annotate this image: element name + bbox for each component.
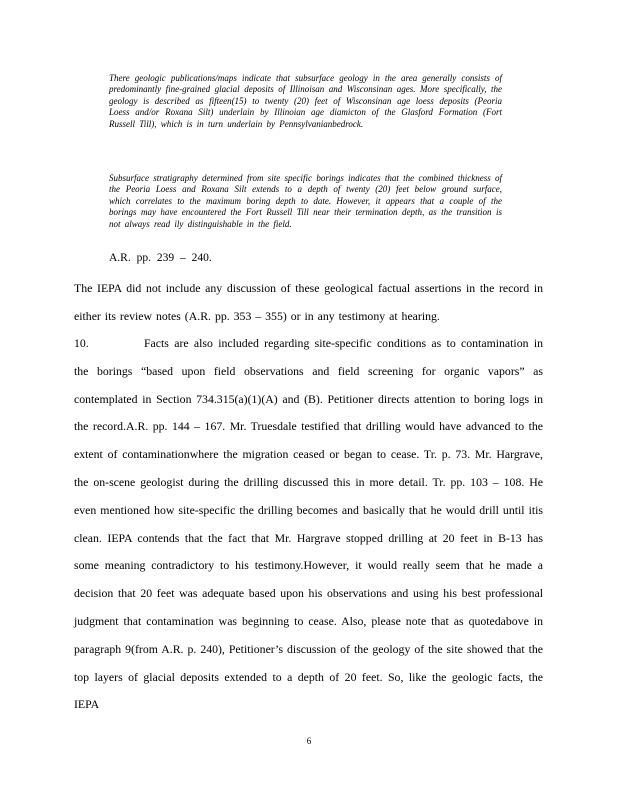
- paragraph-number: 10.: [74, 336, 89, 350]
- quote-citation: A.R. pp. 239 – 240.: [109, 252, 212, 264]
- block-quote-geology-publications: There geologic publications/maps indicate that subsurface geology in the area generally consists of predominantly fine-grained glacial deposits of Illinoisan and Wisconsinan ages. More specifically, the geology is described as fifteen(15) to twenty (20) feet of Wisconsinan age loess deposits (Peoria Loess and/or Roxana Silt) underlain by Illinoian age diamicton of the Glasford Formation (Fort Russell Till), which is in turn underlain by Pennsylvanianbedrock.: [109, 73, 502, 129]
- paragraph-10: [74, 330, 543, 719]
- page-number: 6: [306, 736, 312, 746]
- paragraph-iepa-discussion: The IEPA did not include any discussion of these geological factual assertions in the record in either its review notes (A.R. pp. 353 – 355) or in any testimony at hearing.: [74, 281, 543, 323]
- paragraph-10-text: Facts are also included regarding site-specific conditions as to contamination in the borings “based upon field observations and field screening for organic vapors” as contemplated in Section 734.315(a)(1)(A) and (B). Petitioner directs attention to boring logs in the record.A.R. pp. 144 – 167. Mr. Truesdale testified that drilling would have advanced to the extent of contaminationwhere the migration ceased or began to cease. Tr. p. 73. Mr. Hargrave, the on-scene geologist during the drilling discussed this in more detail. Tr. pp. 103 – 108. He even mentioned how site-specific the drilling becomes and basically that he would drill until itis clean. IEPA contends that the fact that Mr. Hargrave stopped drilling at 20 feet in B-13 has some meaning contradictory to his testimony.However, it would really seem that he made a decision that 20 feet was adequate based upon his observations and using his best professional judgment that contamination was beginning to cease. Also, please note that as quotedabove in paragraph 9(from A.R. p. 240), Petitioner’s discussion of the geology of the site showed that the top layers of glacial deposits extended to a depth of 20 feet. So, like the geologic facts, the IEPA: [74, 336, 543, 712]
- block-quote-subsurface-stratigraphy: Subsurface stratigraphy determined from site specific borings indicates that the combined thickness of the Peoria Loess and Roxana Silt extends to a depth of twenty (20) feet below ground surface, which correlates to the maximum boring depth to date. However, it appears that a couple of the borings may have encountered the Fort Russell Till near their termination depth, as the transition is not always read ily distinguishable in the field.: [109, 173, 502, 229]
